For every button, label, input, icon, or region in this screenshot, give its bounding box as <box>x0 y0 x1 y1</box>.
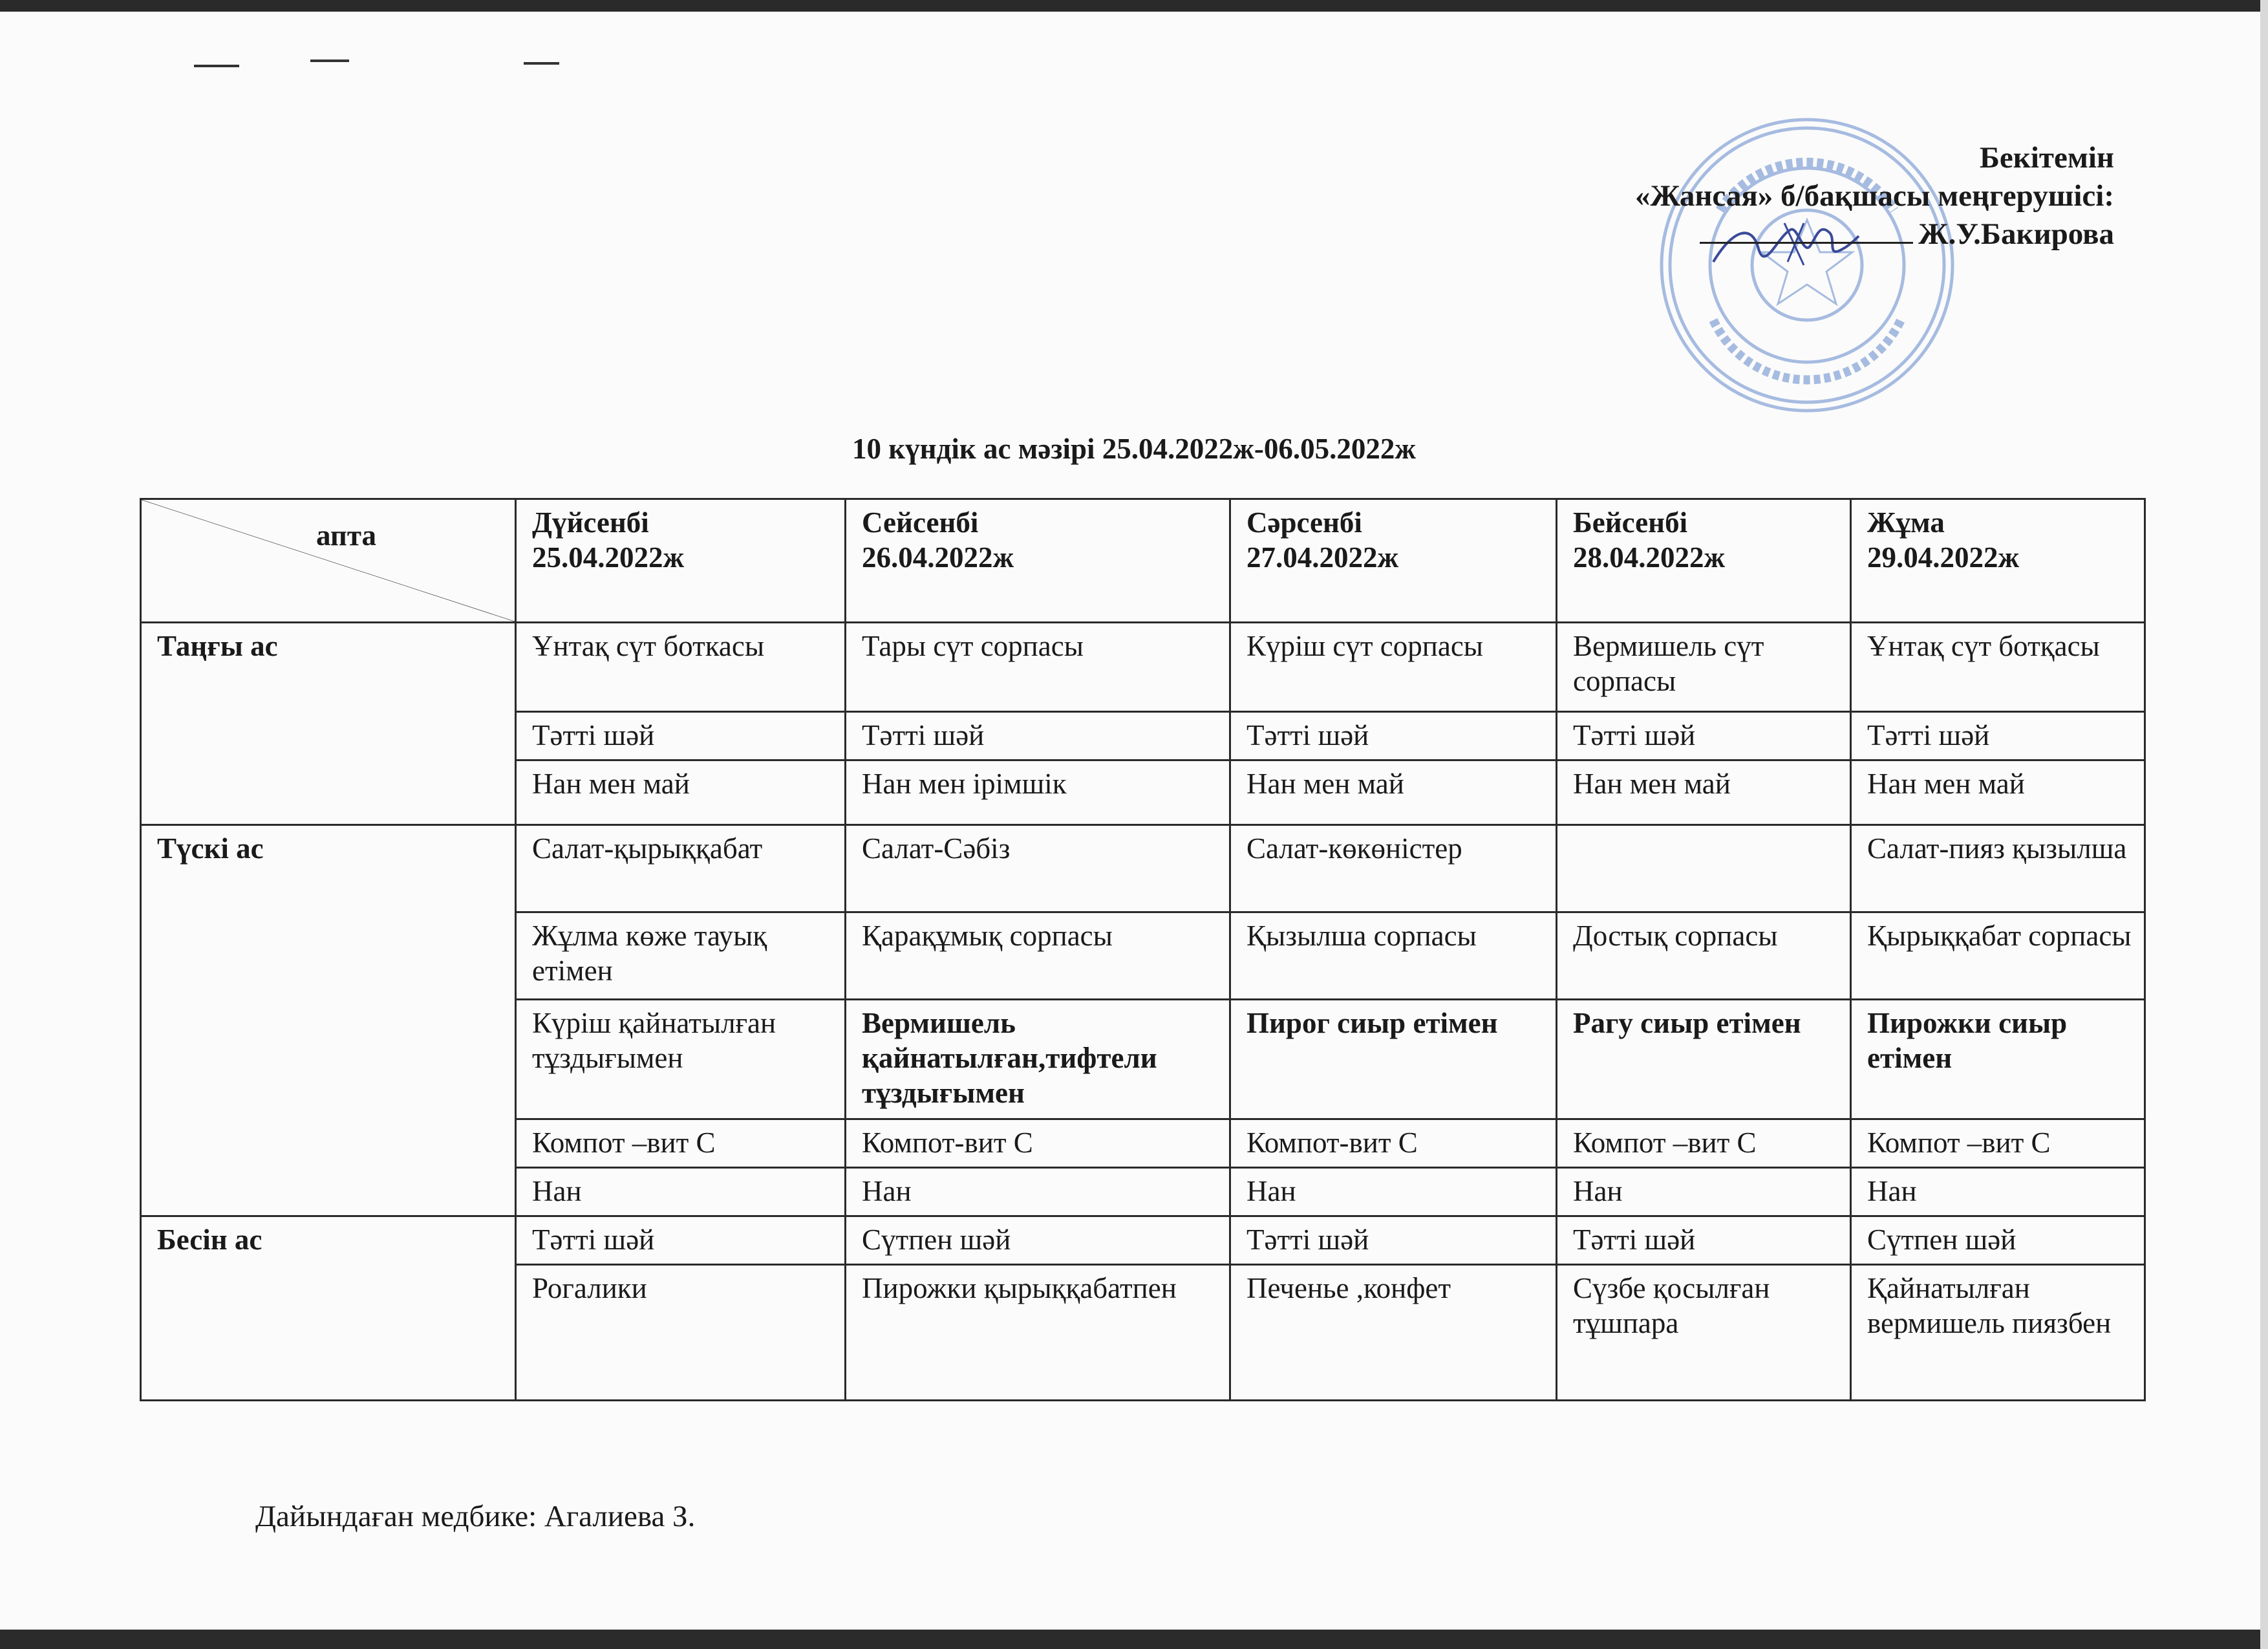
approval-signer: Ж.У.Бакирова <box>1918 217 2114 251</box>
menu-cell: Сүзбе қосылған тұшпара <box>1557 1265 1851 1401</box>
menu-cell: Компот-вит С <box>1230 1119 1557 1168</box>
menu-cell: Тәтті шәй <box>1851 712 2145 760</box>
menu-cell: Қырыққабат сорпасы <box>1851 912 2145 1000</box>
menu-cell: Сүтпен шәй <box>1851 1216 2145 1265</box>
document-title: 10 күндік ас мәзірі 25.04.2022ж-06.05.2022ж <box>851 433 1416 465</box>
menu-cell: Нан мен май <box>516 760 846 825</box>
menu-cell: Жұлма көже тауық етімен <box>516 912 846 1000</box>
scan-speck <box>524 62 559 65</box>
menu-cell: Рогалики <box>516 1265 846 1401</box>
menu-cell: Қайнатылған вермишель пиязбен <box>1851 1265 2145 1401</box>
day-header <box>846 499 1230 623</box>
menu-cell: Нан <box>1230 1168 1557 1216</box>
menu-cell: Пирожки қырыққабатпен <box>846 1265 1230 1401</box>
menu-cell: Тәтті шәй <box>1230 1216 1557 1265</box>
prepared-by-note: Дайындаған медбике: Агалиева З. <box>255 1500 696 1533</box>
day-header <box>516 499 846 623</box>
approval-block <box>1358 139 2114 253</box>
day-name: Бейсенбі <box>1573 506 1688 539</box>
menu-table <box>140 498 2146 1401</box>
menu-cell: Нан <box>846 1168 1230 1216</box>
menu-cell: Тәтті шәй <box>1557 1216 1851 1265</box>
menu-cell: Нан <box>1557 1168 1851 1216</box>
day-date: 28.04.2022ж <box>1573 541 1726 574</box>
menu-cell: Тәтті шәй <box>1557 712 1851 760</box>
menu-cell: Ұнтақ сүт ботқасы <box>1851 623 2145 712</box>
day-date: 29.04.2022ж <box>1867 541 2020 574</box>
corner-label: апта <box>316 519 376 552</box>
menu-cell: Қарақұмық сорпасы <box>846 912 1230 1000</box>
menu-cell <box>1557 825 1851 912</box>
day-date: 25.04.2022ж <box>532 541 685 574</box>
day-name: Сәрсенбі <box>1246 506 1362 539</box>
menu-cell: Компот-вит С <box>846 1119 1230 1168</box>
meal-label: Бесін ас <box>141 1216 516 1401</box>
menu-cell: Нан мен май <box>1851 760 2145 825</box>
day-header <box>1851 499 2145 623</box>
menu-cell: Нан <box>516 1168 846 1216</box>
scan-speck <box>310 59 349 62</box>
menu-cell: Компот –вит С <box>1851 1119 2145 1168</box>
meal-label: Түскі ас <box>141 825 516 1216</box>
table-row <box>141 825 2145 912</box>
corner-cell <box>141 499 516 623</box>
menu-cell: Компот –вит С <box>516 1119 846 1168</box>
menu-cell: Қызылша сорпасы <box>1230 912 1557 1000</box>
menu-cell: Күріш сүт сорпасы <box>1230 623 1557 712</box>
day-name: Сейсенбі <box>862 506 979 539</box>
menu-cell: Нан мен май <box>1230 760 1557 825</box>
table-header-row <box>141 499 2145 623</box>
menu-cell: Вермишель қайнатылған,тифтели тұздығымен <box>846 1000 1230 1119</box>
menu-cell: Тәтті шәй <box>1230 712 1557 760</box>
scan-border-right <box>2260 0 2268 1649</box>
day-header <box>1230 499 1557 623</box>
menu-cell: Рагу сиыр етімен <box>1557 1000 1851 1119</box>
menu-cell: Салат-пияз қызылша <box>1851 825 2145 912</box>
menu-cell: Сүтпен шәй <box>846 1216 1230 1265</box>
menu-cell: Тәтті шәй <box>846 712 1230 760</box>
menu-cell: Салат-көкөністер <box>1230 825 1557 912</box>
menu-cell: Вермишель сүт сорпасы <box>1557 623 1851 712</box>
day-date: 26.04.2022ж <box>862 541 1014 574</box>
day-date: 27.04.2022ж <box>1246 541 1399 574</box>
signature-line <box>1700 216 1913 244</box>
menu-cell: Тәтті шәй <box>516 712 846 760</box>
menu-cell: Пирожки сиыр етімен <box>1851 1000 2145 1119</box>
table-row <box>141 1216 2145 1265</box>
menu-cell: Печенье ,конфет <box>1230 1265 1557 1401</box>
day-header <box>1557 499 1851 623</box>
menu-cell: Достық сорпасы <box>1557 912 1851 1000</box>
menu-cell: Тәтті шәй <box>516 1216 846 1265</box>
meal-label: Таңғы ас <box>141 623 516 825</box>
scan-border-bottom <box>0 1630 2268 1649</box>
menu-cell: Пирог сиыр етімен <box>1230 1000 1557 1119</box>
menu-cell: Салат-қырыққабат <box>516 825 846 912</box>
day-name: Дүйсенбі <box>532 506 649 539</box>
scan-speck <box>194 65 239 67</box>
menu-cell: Нан мен ірімшік <box>846 760 1230 825</box>
menu-cell: Нан мен май <box>1557 760 1851 825</box>
menu-cell: Салат-Сәбіз <box>846 825 1230 912</box>
menu-cell: Нан <box>1851 1168 2145 1216</box>
menu-cell: Ұнтақ сүт боткасы <box>516 623 846 712</box>
menu-cell: Тары сүт сорпасы <box>846 623 1230 712</box>
menu-cell: Компот –вит С <box>1557 1119 1851 1168</box>
approval-position: «Жансая» б/бақшасы меңгерушісі: <box>1635 179 2114 213</box>
approval-heading: Бекітемін <box>1979 141 2114 175</box>
menu-cell: Күріш қайнатылған тұздығымен <box>516 1000 846 1119</box>
scan-border-top <box>0 0 2268 12</box>
table-row <box>141 623 2145 712</box>
day-name: Жұма <box>1867 506 1945 539</box>
